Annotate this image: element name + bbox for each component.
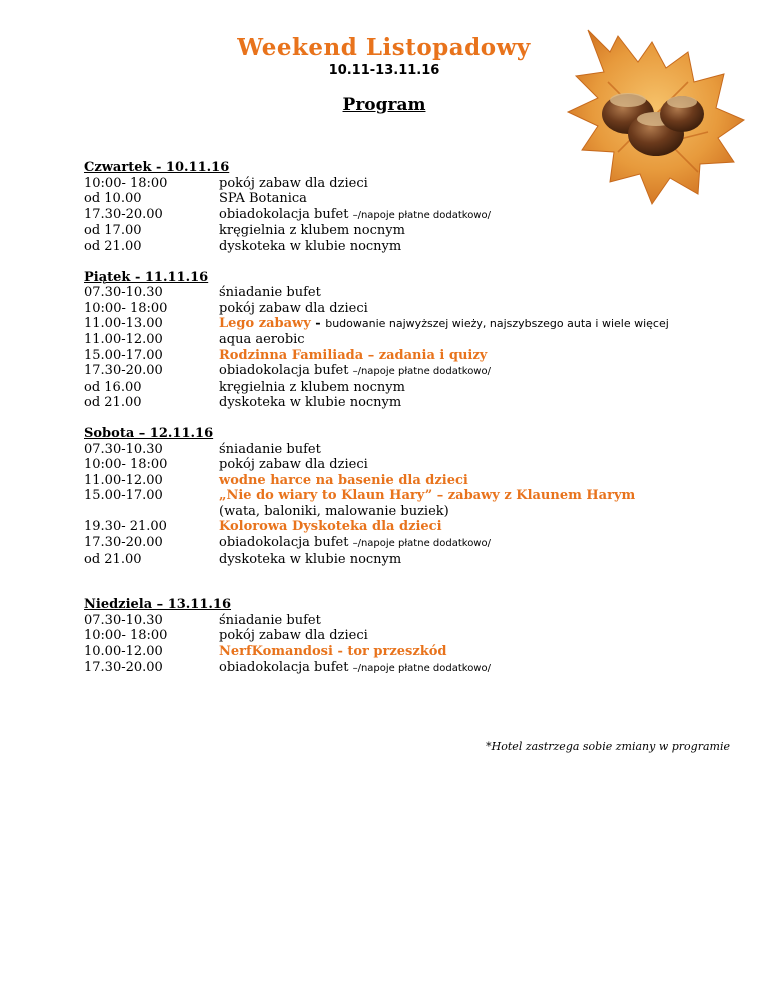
day-thursday	[84, 160, 754, 255]
time: 11.00-13.00	[84, 316, 163, 332]
time: od 17.00	[84, 223, 142, 239]
schedule-row	[84, 301, 754, 317]
schedule-row	[84, 442, 754, 458]
time: 07.30-10.30	[84, 285, 163, 301]
schedule-row	[84, 457, 754, 473]
schedule-row	[84, 504, 754, 520]
activity: pokój zabaw dla dzieci	[219, 300, 368, 316]
schedule-row	[84, 644, 754, 660]
time: od 21.00	[84, 395, 142, 411]
time: 19.30- 21.00	[84, 519, 167, 535]
schedule-row	[84, 519, 754, 535]
schedule-row	[84, 395, 754, 411]
activity: dyskoteka w klubie nocnym	[219, 395, 402, 411]
schedule-row	[84, 176, 754, 192]
date-range: 10.11-13.11.16	[328, 63, 440, 78]
activity: dyskoteka w klubie nocnym	[219, 238, 402, 254]
schedule-row	[84, 380, 754, 396]
day-saturday	[84, 426, 754, 567]
schedule-row	[84, 552, 754, 568]
time: 07.30-10.30	[84, 441, 163, 457]
time	[84, 504, 219, 520]
page-title: Weekend Listopadowy	[237, 34, 531, 61]
separator: -	[310, 316, 326, 332]
time: od 21.00	[84, 551, 142, 567]
activity: obiadokolacja bufet	[219, 535, 349, 551]
schedule-row	[84, 473, 754, 489]
highlight-activity: „Nie do wiary to Klaun Hary” – zabawy z Klaunem Harym	[219, 488, 636, 504]
schedule-row	[84, 613, 754, 629]
activity: pokój zabaw dla dzieci	[219, 628, 368, 644]
time: 10.00-12.00	[84, 644, 163, 660]
activity: obiadokolacja bufet	[219, 206, 349, 222]
price-note: –/napoje płatne dodatkowo/	[352, 538, 491, 550]
highlight-activity: Lego zabawy	[219, 316, 311, 332]
day-friday	[84, 270, 754, 411]
time: od 16.00	[84, 379, 142, 395]
activity: SPA Botanica	[219, 191, 307, 207]
time: 17.30-20.00	[84, 659, 163, 675]
activity-with-note	[219, 363, 491, 380]
activity: obiadokolacja bufet	[219, 363, 349, 379]
activity: kręgielnia z klubem nocnym	[219, 223, 405, 239]
highlight-activity: NerfKomandosi - tor przeszkód	[219, 644, 447, 660]
activity: aqua aerobic	[219, 331, 305, 347]
activity-description: (wata, baloniki, malowanie buziek)	[219, 503, 449, 519]
day-title: Niedziela – 13.11.16	[84, 597, 232, 613]
day-title: Czwartek - 10.11.16	[84, 160, 230, 175]
time: 10:00- 18:00	[84, 457, 168, 473]
activity: śniadanie bufet	[219, 612, 321, 628]
highlight-activity: Kolorowa Dyskoteka dla dzieci	[219, 519, 442, 535]
schedule-row	[84, 223, 754, 239]
activity-with-note	[219, 535, 491, 552]
time: 11.00-12.00	[84, 331, 163, 347]
price-note: –/napoje płatne dodatkowo/	[352, 209, 491, 221]
time: 07.30-10.30	[84, 612, 163, 628]
schedule-row	[84, 363, 754, 380]
time: 17.30-20.00	[84, 535, 163, 551]
footer-note: *Hotel zastrzega sobie zmiany w programie	[486, 740, 730, 753]
activity: pokój zabaw dla dzieci	[219, 457, 368, 473]
time: 15.00-17.00	[84, 488, 163, 504]
activity: śniadanie bufet	[219, 285, 321, 301]
schedule-row	[84, 535, 754, 552]
activity: śniadanie bufet	[219, 441, 321, 457]
activity-with-desc	[219, 316, 669, 332]
schedule-row	[84, 285, 754, 301]
highlight-activity: Rodzinna Familiada – zadania i quizy	[219, 347, 488, 363]
time: od 21.00	[84, 238, 142, 254]
schedule-row	[84, 660, 754, 677]
activity-with-note	[219, 660, 491, 677]
time: od 10.00	[84, 191, 142, 207]
program-heading: Program	[342, 95, 426, 115]
schedule-row	[84, 348, 754, 364]
activity: dyskoteka w klubie nocnym	[219, 551, 402, 567]
schedule-row	[84, 488, 754, 504]
time: 10:00- 18:00	[84, 628, 168, 644]
highlight-activity: wodne harce na basenie dla dzieci	[219, 472, 468, 488]
schedule-row	[84, 239, 754, 255]
day-title: Sobota – 12.11.16	[84, 425, 214, 441]
day-title: Piątek - 11.11.16	[84, 269, 209, 285]
time: 17.30-20.00	[84, 363, 163, 379]
activity-with-note	[219, 207, 491, 224]
time: 11.00-12.00	[84, 472, 163, 488]
schedule-row	[84, 191, 754, 207]
schedule	[84, 160, 754, 691]
price-note: –/napoje płatne dodatkowo/	[352, 366, 491, 378]
activity: pokój zabaw dla dzieci	[219, 175, 368, 191]
time: 17.30-20.00	[84, 206, 163, 222]
activity: kręgielnia z klubem nocnym	[219, 379, 405, 395]
activity: obiadokolacja bufet	[219, 659, 349, 675]
time: 10:00- 18:00	[84, 175, 168, 191]
schedule-row	[84, 628, 754, 644]
price-note: –/napoje płatne dodatkowo/	[352, 662, 491, 674]
activity-description: budowanie najwyższej wieży, najszybszego auta i wiele więcej	[325, 317, 669, 331]
schedule-row	[84, 332, 754, 348]
day-sunday	[84, 597, 754, 676]
time: 15.00-17.00	[84, 347, 163, 363]
schedule-row	[84, 207, 754, 224]
schedule-row	[84, 316, 754, 332]
time: 10:00- 18:00	[84, 300, 168, 316]
